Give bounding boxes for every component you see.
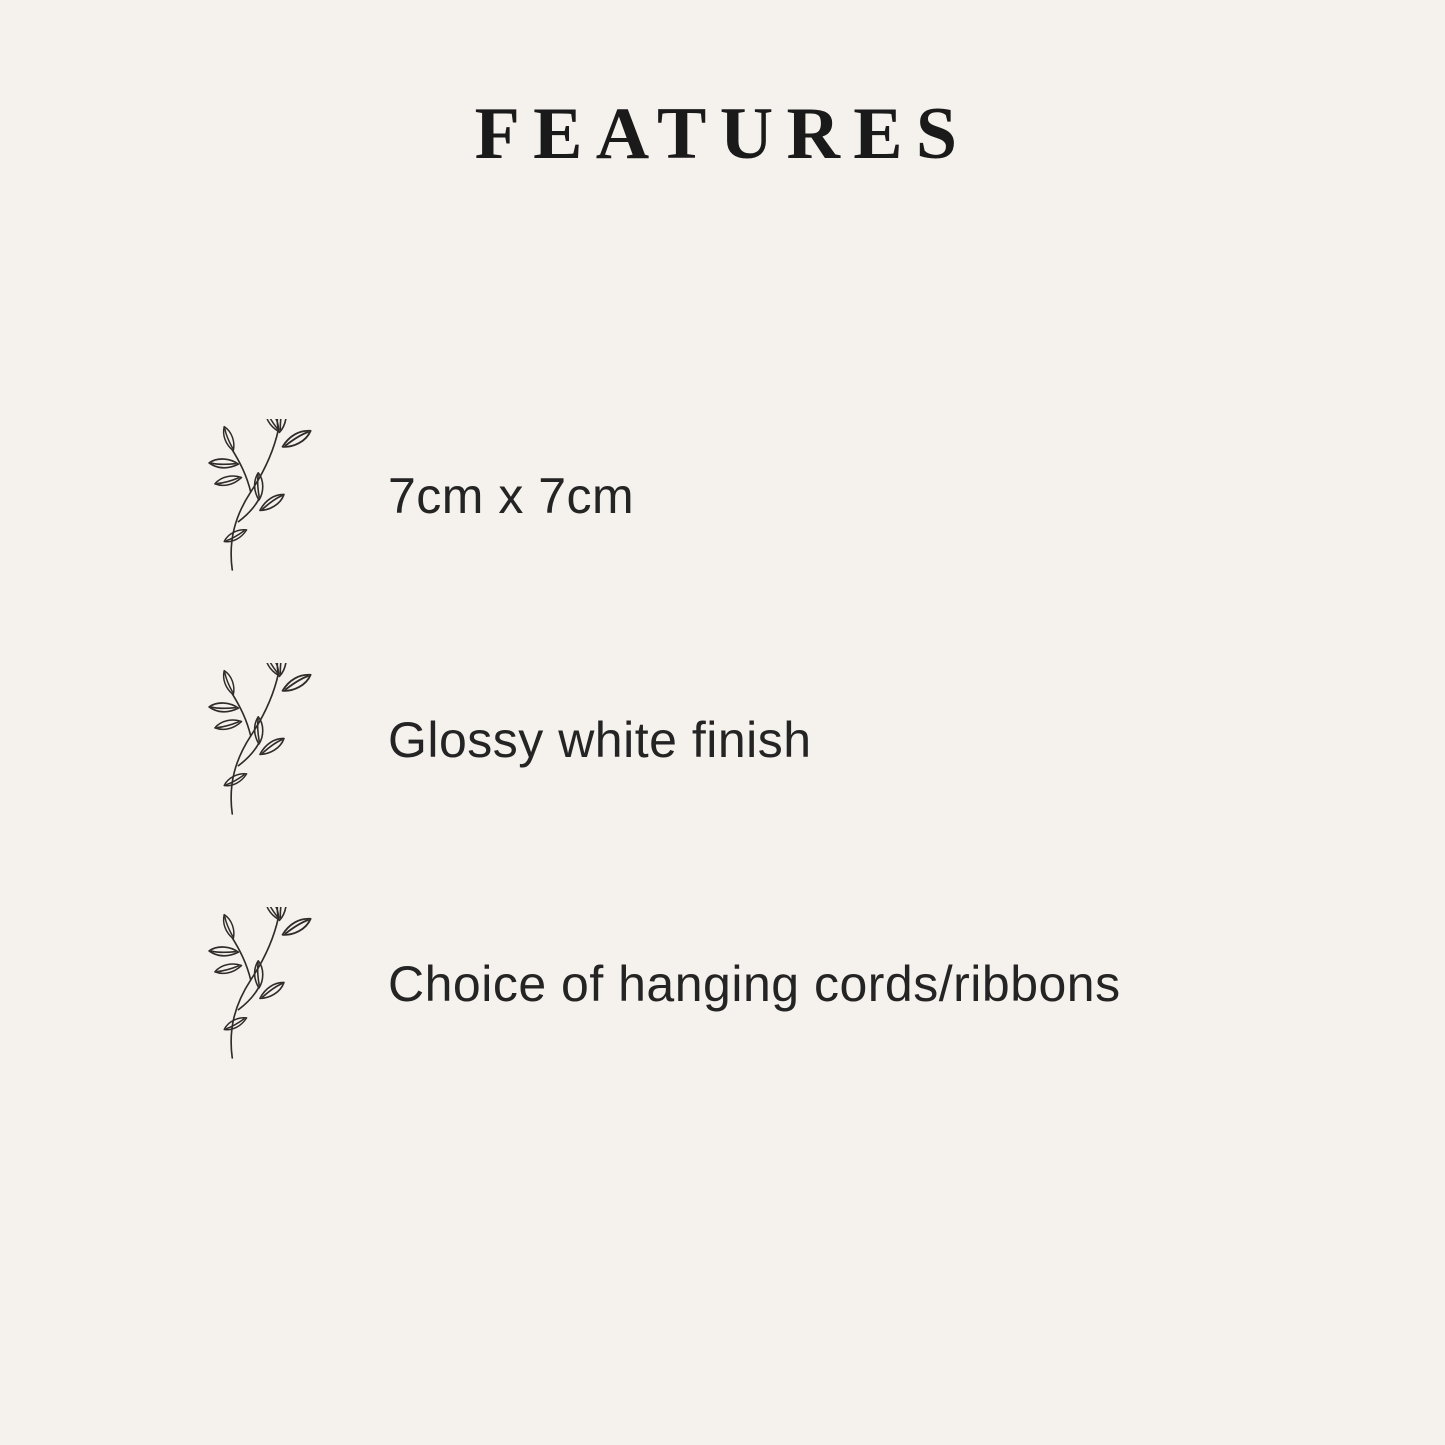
botanical-sprig-icon	[198, 907, 324, 1061]
feature-label-finish: Glossy white finish	[388, 712, 812, 768]
botanical-sprig-icon	[198, 663, 324, 817]
feature-label-cords: Choice of hanging cords/ribbons	[388, 956, 1121, 1012]
feature-row-cords	[198, 907, 1445, 1061]
botanical-sprig-icon	[198, 419, 324, 573]
feature-label-size: 7cm x 7cm	[388, 468, 635, 524]
page-title: FEATURES	[474, 93, 971, 175]
feature-row-size	[198, 419, 1445, 573]
feature-row-finish	[198, 663, 1445, 817]
feature-list	[0, 419, 1445, 1061]
